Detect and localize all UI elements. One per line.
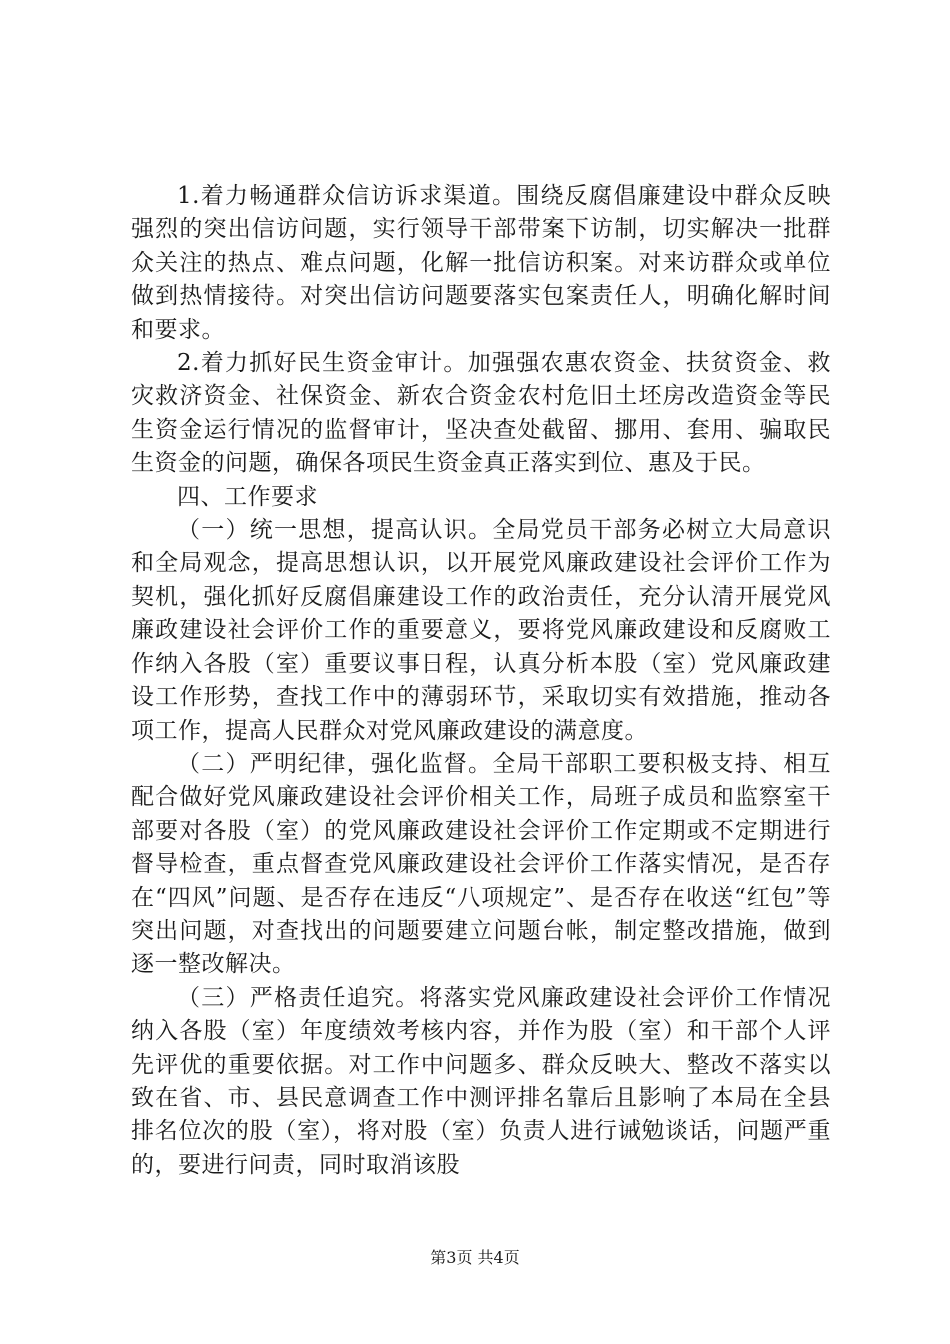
paragraph-strict-discipline: （二）严明纪律，强化监督。全局干部职工要积极支持、相互配合做好党风廉政建设社会评价相关工作，局班子成员和监察室干部要对各股（室）的党风廉政建设社会评价工作定期或不定期进行督导检查，重点督查党风廉政建设社会评价工作落实情况，是否存在“四风”问题、是否存在违反“八项规定”、是否存在收送“红包”等突出问题，对查找出的问题要建立问题台帐，制定整改措施，做到逐一整改解决。: [131, 750, 831, 978]
paragraph-unify-thinking: （一）统一思想，提高认识。全局党员干部务必树立大局意识和全局观念，提高思想认识，以开展党风廉政建设社会评价工作为契机，强化抓好反腐倡廉建设工作的政治责任，充分认清开展党风廉政建设社会评价工作的重要意义，要将党风廉政建设和反腐败工作纳入各股（室）重要议事日程，认真分析本股（室）党风廉政建设工作形势，查找工作中的薄弱环节，采取切实有效措施，推动各项工作，提高人民群众对党风廉政建设的满意度。: [131, 517, 831, 744]
section-heading-work-requirements: 四、工作要求: [177, 483, 318, 510]
document-body: [131, 180, 831, 1182]
paragraph-livelihood-funds-audit: 2.着力抓好民生资金审计。加强强农惠农资金、扶贫资金、救灾救济资金、社保资金、新农合资金农村危旧土坯房改造资金等民生资金运行情况的监督审计，坚决查处截留、挪用、套用、骗取民生资金的问题，确保各项民生资金真正落实到位、惠及于民。: [131, 350, 831, 477]
paragraph-accountability: （三）严格责任追究。将落实党风廉政建设社会评价工作情况纳入各股（室）年度绩效考核内容，并作为股（室）和干部个人评先评优的重要依据。对工作中问题多、群众反映大、整改不落实以致在省、市、县民意调查工作中测评排名靠后且影响了本局在全县排名位次的股（室），将对股（室）负责人进行诫勉谈话，问题严重的，要进行问责，同时取消该股: [131, 984, 831, 1178]
paragraph-petition-channels: 1.着力畅通群众信访诉求渠道。围绕反腐倡廉建设中群众反映强烈的突出信访问题，实行领导干部带案下访制，切实解决一批群众关注的热点、难点问题，化解一批信访积案。对来访群众或单位做到热情接待。对突出信访问题要落实包案责任人，明确化解时间和要求。: [131, 183, 831, 343]
page-footer: 第3页 共4页: [430, 1248, 520, 1267]
